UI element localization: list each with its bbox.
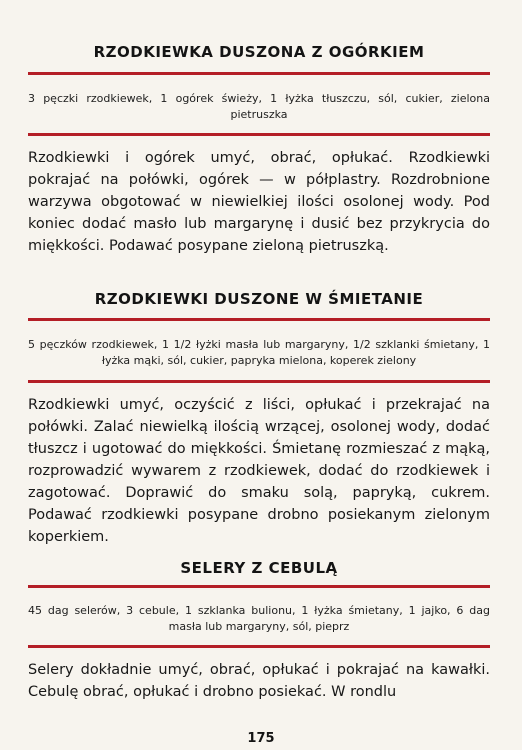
recipe-title-radish-cucumber: RZODKIEWKA DUSZONA Z OGÓRKIEM (93, 43, 425, 61)
recipe-ingredients-celery-onion: 45 dag selerów, 3 cebule, 1 szklanka bulionu, 1 łyżka śmietany, 1 jajko, 6 dag masła lub margaryny, sól, pieprz (28, 604, 490, 633)
divider-rule (28, 72, 490, 75)
recipe-title-celery-onion: SELERY Z CEBULĄ (180, 559, 338, 577)
recipe-ingredients-radish-cucumber: 3 pęczki rzodkiewek, 1 ogórek świeży, 1 łyżka tłuszczu, sól, cukier, zielona pietruszka (28, 92, 490, 121)
recipe-ingredients-radish-cream: 5 pęczków rzodkiewek, 1 1/2 łyżki masła lub margaryny, 1/2 szklanki śmietany, 1 łyżka mąki, sól, cukier, papryka mielona, koperek zielony (28, 338, 490, 367)
recipe-instructions-radish-cream: Rzodkiewki umyć, oczyścić z liści, opłukać i przekrajać na połówki. Zalać niewielką ilością wrzącej, osolonej wody, dodać tłuszcz i ugotować do miękkości. Śmietanę rozmieszać z mąką, rozprowadzić wywarem z rzodkiewek, dodać do rzodkiewek i zagotować. Doprawić do smaku solą, papryką, cukrem. Podawać rzodkiewki posypane drobno posiekanym zielonym koperkiem. (28, 397, 490, 545)
divider-rule (28, 645, 490, 648)
page-number: 175 (247, 731, 275, 746)
divider-rule (28, 318, 490, 321)
divider-rule (28, 133, 490, 136)
divider-rule (28, 585, 490, 588)
recipe-title-radish-cream: RZODKIEWKI DUSZONE W ŚMIETANIE (94, 290, 424, 308)
recipe-instructions-radish-cucumber: Rzodkiewki i ogórek umyć, obrać, opłukać. Rzodkiewki pokrajać na połówki, ogórek — w półplastry. Rozdrobnione warzywa obgotować w niewielkiej ilości osolonej wody. Pod koniec dodać masło lub margarynę i dusić bez przykrycia do miękkości. Podawać posypane zieloną pietruszką. (28, 150, 490, 254)
recipe-instructions-celery-onion: Selery dokładnie umyć, obrać, opłukać i pokrajać na kawałki. Cebulę obrać, opłukać i drobno posiekać. W rondlu (28, 662, 490, 700)
divider-rule (28, 380, 490, 383)
